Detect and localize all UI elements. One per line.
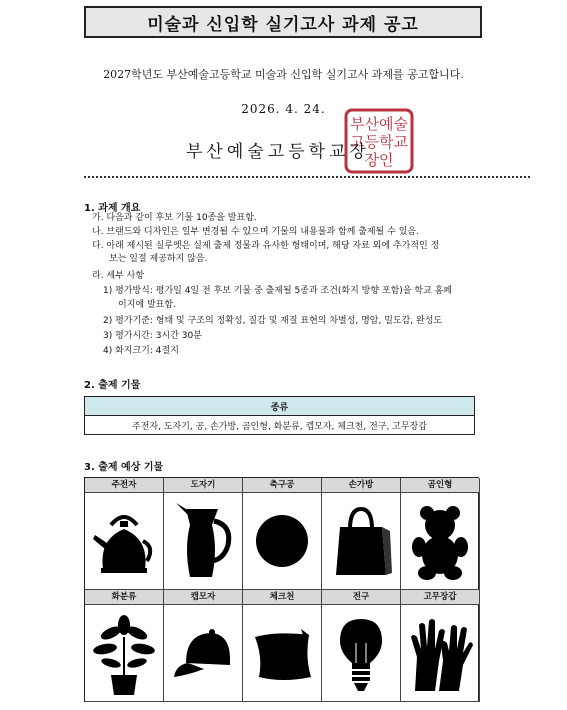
detail-line: 2) 평가기준: 형태 및 구조의 정확성, 질감 및 재질 표현의 차별성, 명암, 밀도감, 완성도 — [103, 316, 443, 326]
school-name: 부산예술고등학교장 — [186, 142, 370, 162]
detail-line: 이지에 발표함. — [118, 300, 176, 310]
item-cell — [243, 590, 322, 702]
potted-plant-icon — [89, 607, 159, 697]
light-bulb-icon — [326, 607, 396, 697]
item-cell — [243, 478, 322, 590]
overview-line: 가. 다음과 같이 후보 기물 10종을 발표함. — [92, 213, 257, 223]
item-cell — [322, 590, 401, 702]
kinds-table-value: 주전자, 도자기, 공, 손가방, 곰인형, 화분류, 캡모자, 체크천, 전구, 고무장갑 — [85, 416, 475, 435]
section2-heading: 2. 출제 기물 — [84, 380, 141, 391]
item-cell — [164, 478, 243, 590]
rubber-gloves-icon — [405, 607, 475, 697]
teddy-bear-icon — [405, 495, 475, 585]
detail-line: 4) 화지크기: 4절지 — [103, 346, 179, 356]
page-title: 미술과 신입학 실기고사 과제 공고 — [84, 6, 482, 38]
handbag-icon — [326, 495, 396, 585]
kinds-table-header: 종류 — [85, 397, 475, 416]
item-label: 전구 — [322, 590, 400, 605]
overview-line: 보는 일절 제공하지 않음. — [109, 254, 208, 264]
detail-line: 1) 평가방식: 평가일 4일 전 후보 기물 중 출제될 5종과 조건(화지 방향 포함)을 학교 홈페 — [103, 286, 453, 296]
item-label: 손가방 — [322, 478, 400, 493]
item-label: 도자기 — [164, 478, 242, 493]
item-cell — [85, 590, 164, 702]
item-label: 곰인형 — [401, 478, 479, 493]
item-label: 캡모자 — [164, 590, 242, 605]
svg-text:고등학교: 고등학교 — [350, 133, 408, 151]
svg-text:장인: 장인 — [364, 151, 394, 169]
pitcher-icon — [168, 495, 238, 585]
kettle-icon — [89, 495, 159, 585]
item-label: 화분류 — [85, 590, 163, 605]
ball-icon — [247, 495, 317, 585]
cap-icon — [168, 607, 238, 697]
overview-line: 나. 브랜드와 디자인은 일부 변경될 수 있으며 기물의 내용물과 함께 출제될 수 있음. — [92, 227, 419, 237]
item-label: 축구공 — [243, 478, 321, 493]
svg-text:부산예술: 부산예술 — [350, 115, 408, 133]
detail-line: 3) 평가시간: 3시간 30분 — [103, 331, 202, 341]
item-cell — [401, 478, 480, 590]
item-label: 고무장갑 — [401, 590, 479, 605]
section3-heading: 3. 출제 예상 기물 — [84, 462, 164, 473]
kinds-table — [84, 396, 475, 435]
expected-items-grid — [84, 477, 479, 702]
cloth-icon — [247, 607, 317, 697]
item-cell — [322, 478, 401, 590]
item-cell — [401, 590, 480, 702]
item-cell — [164, 590, 243, 702]
announcement-date: 2026. 4. 24. — [241, 102, 326, 116]
dotted-divider — [84, 176, 530, 178]
overview-line: 다. 아래 제시된 실루엣은 실제 출제 정물과 유사한 형태이며, 해당 자료 외에 추가적인 정 — [92, 241, 440, 251]
item-label: 체크천 — [243, 590, 321, 605]
section1-heading: 1. 과제 개요 — [84, 203, 141, 214]
item-cell — [85, 478, 164, 590]
overview-line: 라. 세부 사항 — [92, 271, 145, 281]
item-label: 주전자 — [85, 478, 163, 493]
intro-text: 2027학년도 부산예술고등학교 미술과 신입학 실기고사 과제를 공고합니다. — [103, 68, 464, 81]
